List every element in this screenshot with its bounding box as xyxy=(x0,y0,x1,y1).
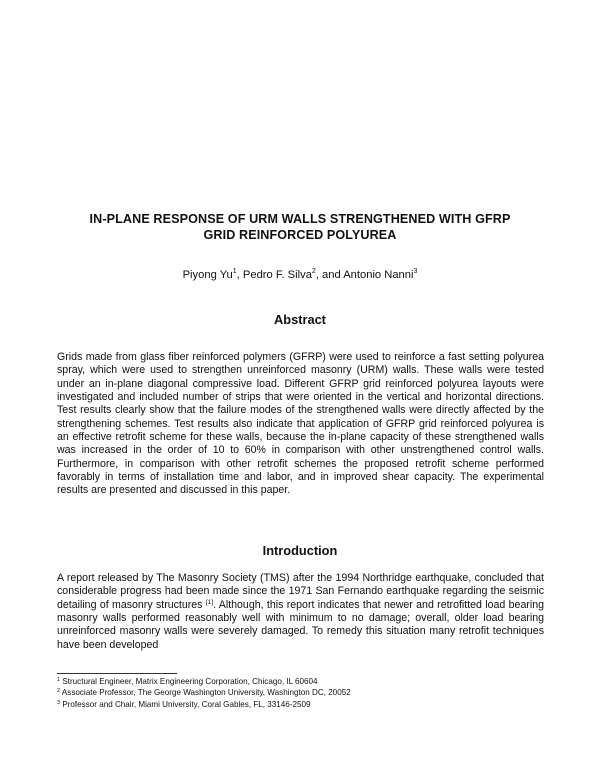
author-1-mark: 1 xyxy=(232,268,237,275)
introduction-heading: Introduction xyxy=(262,543,338,558)
footnote-mark: 2 xyxy=(57,688,61,695)
intro-text-part-2: . Although, this report indicates that newer and retrofitted load bearing masonry walls performed reasonably well with minimum to no damage; overall, older load bearing unreinforced masonry walls were severely damaged. To remedy this situation many retrofit techniques have been developed xyxy=(57,598,545,651)
title-line-1: IN-PLANE RESPONSE OF URM WALLS STRENGTHENED WITH GFRP xyxy=(89,212,511,226)
footnote xyxy=(57,687,544,698)
citation-ref: [1] xyxy=(205,598,214,606)
footnotes xyxy=(57,676,544,710)
paper-title xyxy=(60,212,540,243)
author-2-mark: 2 xyxy=(311,268,316,275)
abstract-heading: Abstract xyxy=(274,312,326,327)
footnote-separator xyxy=(57,673,177,674)
author-2: Pedro F. Silva xyxy=(242,269,312,281)
author-separator: , and xyxy=(315,269,344,281)
footnote-mark: 1 xyxy=(57,677,61,683)
footnote-text: Professor and Chair, Miami University, Coral Gables, FL, 33146-2509 xyxy=(62,699,311,709)
footnote-text: Structural Engineer, Matrix Engineering Corporation, Chicago, IL 60604 xyxy=(62,677,318,686)
author-1: Piyong Yu xyxy=(182,269,233,281)
footnote xyxy=(57,676,544,687)
author-list xyxy=(60,268,540,282)
author-3: Antonio Nanni xyxy=(343,269,414,281)
intro-text-part-1: A report released by The Masonry Society (TMS) after the 1994 Northridge earthquake, concluded that considerable progress had been made since the 1971 San Fernando earthquake regarding the seismic detailing of masonry structures xyxy=(57,572,544,611)
footnote-mark: 3 xyxy=(57,699,61,706)
abstract-text: Grids made from glass fiber reinforced polymers (GFRP) were used to reinforce a fast setting polyurea spray, which were used to strengthen unreinforced masonry (URM) walls. These walls were tested under an in-plane diagonal compressive load. Different GFRP grid reinforced polyurea layouts were investigated and included number of strips that were oriented in the vertical and horizontal directions. Test results clearly show that the failure modes of the strengthened walls were directly affected by the strengthening schemes. Test results also indicate that application of GFRP grid reinforced polyurea is an effective retrofit scheme for these walls, because the in-plane capacity of these strengthened walls was increased in the order of 10 to 60% in comparison with other unstrengthened control walls. Furthermore, in comparison with other retrofit schemes the proposed retrofit scheme performed favorably in terms of installation time and labor, and in improved shear capacity. The experimental results are presented and discussed in this paper. xyxy=(57,351,544,497)
footnote xyxy=(57,699,544,710)
title-line-2: GRID REINFORCED POLYUREA xyxy=(203,227,397,242)
author-3-mark: 3 xyxy=(413,268,418,275)
author-separator: , xyxy=(236,269,243,281)
footnote-text: Associate Professor, The George Washington University, Washington DC, 20052 xyxy=(61,688,351,698)
introduction-text xyxy=(57,572,544,652)
